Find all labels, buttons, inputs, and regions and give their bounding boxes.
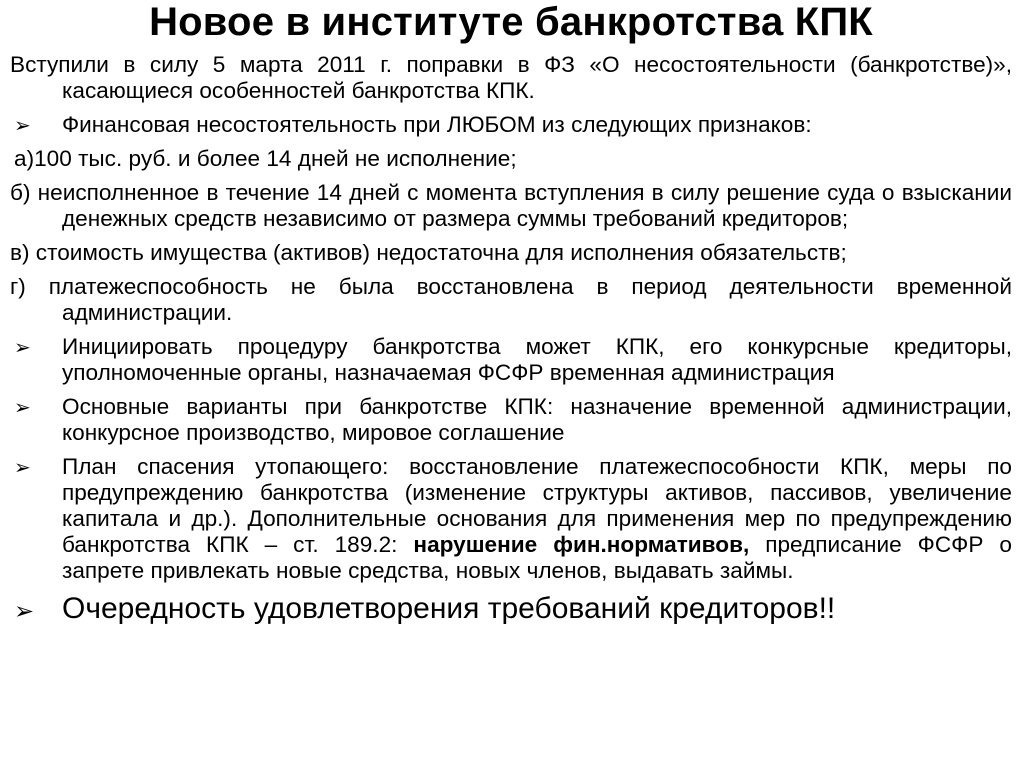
criterion-v: в) стоимость имущества (активов) недостаточна для исполнения обязательств; [10,240,847,265]
bullet-initiators [10,334,1012,386]
bullet-creditor-priority [10,592,1012,626]
slide-body [10,52,1012,626]
bullet-text-part2: предписание ФСФР о запрете привлекать новые средства, новых членов, выдавать займы. [62,532,1012,583]
criterion-a: а)100 тыс. руб. и более 14 дней не исполнение; [14,146,517,171]
bullet-rescue-plan [10,454,1012,584]
bullet-text-bold: нарушение фин.нормативов, [413,532,750,557]
arrow-bullet-icon: ➢ [14,395,31,419]
arrow-bullet-icon: ➢ [14,335,31,359]
bullet-text: Инициировать процедуру банкротства может КПК, его конкурсные кредиторы, уполномоченные органы, назначаемая ФСФР временная администрация [62,334,1012,385]
bullet-text: Финансовая несостоятельность при ЛЮБОМ из следующих признаков: [62,112,812,137]
bullet-insolvency-criteria [10,112,1012,138]
arrow-bullet-icon: ➢ [14,597,35,625]
bullet-text-part1: План спасения утопающего: восстановление платежеспособности КПК, меры по предупреждению банкротства (изменение структуры активов, пассивов, увеличение капитала и др.). Дополнительные основания для применения мер по предупреждению банкротства КПК – ст. 189.2: [62,454,1012,557]
arrow-bullet-icon: ➢ [14,455,31,479]
bullet-text: Основные варианты при банкротстве КПК: назначение временной администрации, конкурсное производство, мировое соглашение [62,394,1012,445]
intro-paragraph: Вступили в силу 5 марта 2011 г. поправки в ФЗ «О несостоятельности (банкротстве)», касающиеся особенностей банкротства КПК. [10,52,1012,103]
criterion-g: г) платежеспособность не была восстановлена в период деятельности временной администрации. [10,274,1012,325]
bullet-variants [10,394,1012,446]
slide-title: Новое в институте банкротства КПК [149,0,873,44]
arrow-bullet-icon: ➢ [14,113,31,137]
bullet-text: Очередность удовлетворения требований кредиторов!! [62,592,836,625]
criterion-b: б) неисполненное в течение 14 дней с момента вступления в силу решение суда о взыскании денежных средств независимо от размера суммы требований кредиторов; [10,180,1012,231]
